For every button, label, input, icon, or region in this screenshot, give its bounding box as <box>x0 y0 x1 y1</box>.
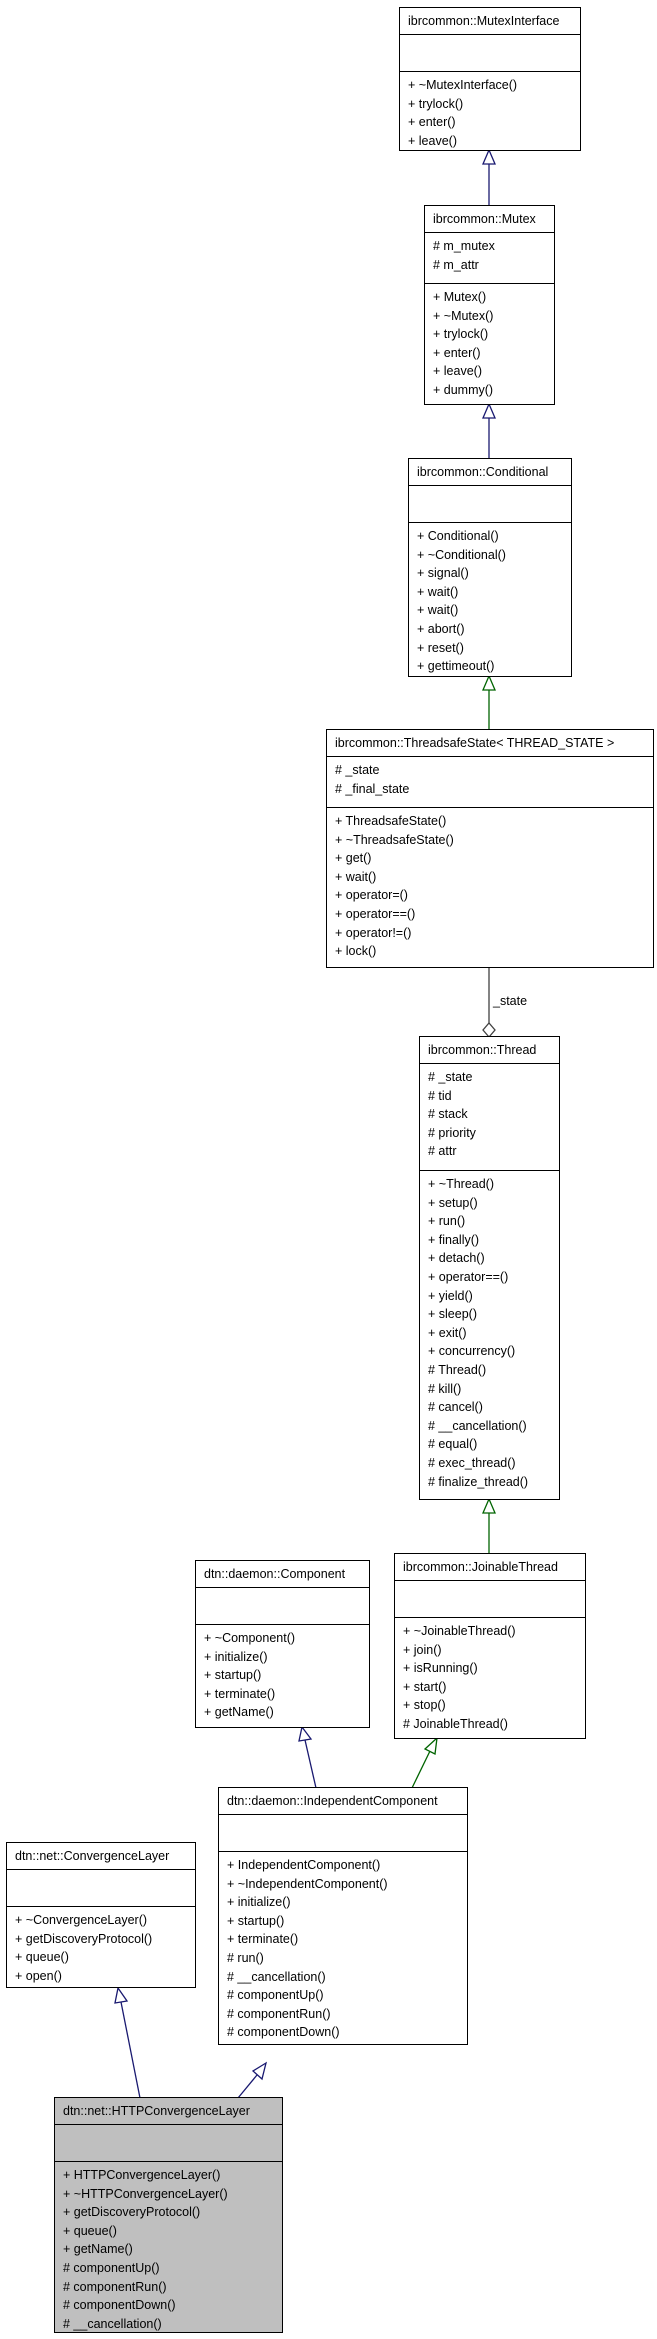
method-row: + startup() <box>227 1913 285 1928</box>
attributes-section <box>219 1815 467 1852</box>
class-independent-component[interactable] <box>218 1787 468 2045</box>
method-row: + run() <box>428 1214 466 1229</box>
class-joinable-thread[interactable] <box>394 1553 586 1739</box>
method-row: + start() <box>403 1679 447 1694</box>
method-row: + initialize() <box>227 1895 291 1910</box>
aggregation-diamond <box>483 1023 495 1037</box>
attributes-section <box>327 757 653 808</box>
method-row: + setup() <box>428 1195 478 1210</box>
method-row: + leave() <box>408 133 457 148</box>
arrowhead-component <box>299 1727 311 1741</box>
method-row: + ~ThreadsafeState() <box>335 832 454 847</box>
method-row: + wait() <box>417 603 459 618</box>
class-title: ibrcommon::MutexInterface <box>400 8 580 35</box>
method-row: + startup() <box>204 1668 262 1683</box>
method-row: # componentUp() <box>227 1988 324 2003</box>
attributes-section <box>409 486 571 523</box>
method-row: # equal() <box>428 1437 478 1452</box>
method-row: + reset() <box>417 640 464 655</box>
class-http-convergence-layer[interactable] <box>54 2097 283 2333</box>
methods-section <box>395 1618 585 1736</box>
method-row: + yield() <box>428 1288 473 1303</box>
method-row: + ~JoinableThread() <box>403 1624 516 1638</box>
method-row: # Thread() <box>428 1362 487 1377</box>
methods-section <box>327 808 653 963</box>
method-row: # componentDown() <box>63 2298 176 2313</box>
methods-section <box>219 1852 467 2044</box>
method-row: + wait() <box>335 869 377 884</box>
method-row: + queue() <box>63 2223 117 2238</box>
method-row: # __cancellation() <box>428 1418 527 1433</box>
method-row: + operator==() <box>428 1269 509 1284</box>
attribute-row: # stack <box>428 1107 468 1122</box>
method-row: # componentRun() <box>227 2006 331 2021</box>
method-row: + lock() <box>335 944 377 959</box>
method-row: # componentRun() <box>63 2279 167 2294</box>
method-row: + isRunning() <box>403 1661 478 1676</box>
method-row: + finally() <box>428 1232 480 1247</box>
method-row: + getName() <box>63 2242 133 2257</box>
method-row: # finalize_thread() <box>428 1474 529 1489</box>
method-row: + get() <box>335 851 372 866</box>
methods-section <box>196 1625 369 1724</box>
method-row: + dummy() <box>433 382 494 397</box>
class-title: dtn::net::HTTPConvergenceLayer <box>55 2098 282 2125</box>
class-title: ibrcommon::Mutex <box>425 206 554 233</box>
method-row: + join() <box>403 1642 442 1657</box>
attribute-row: # tid <box>428 1088 452 1103</box>
attribute-row: # priority <box>428 1125 476 1140</box>
method-row: # exec_thread() <box>428 1455 516 1470</box>
method-row: + sleep() <box>428 1307 477 1322</box>
method-row: + trylock() <box>408 96 464 111</box>
methods-section <box>425 284 554 402</box>
method-row: + wait() <box>417 584 459 599</box>
class-mutex[interactable] <box>424 205 555 405</box>
attributes-section <box>400 35 580 72</box>
class-component[interactable] <box>195 1560 370 1728</box>
state-edge-label: _state <box>493 994 528 1008</box>
method-row: + HTTPConvergenceLayer() <box>63 2168 221 2182</box>
method-row: + stop() <box>403 1698 446 1713</box>
class-mutex-interface[interactable] <box>399 7 581 151</box>
methods-section <box>409 523 571 678</box>
method-row: + IndependentComponent() <box>227 1858 381 1872</box>
method-row: # __cancellation() <box>63 2316 162 2331</box>
method-row: + trylock() <box>433 327 489 342</box>
attribute-row: # attr <box>428 1144 457 1159</box>
arrowhead-thread <box>483 1499 495 1513</box>
class-title: ibrcommon::JoinableThread <box>395 1554 585 1581</box>
method-row: + concurrency() <box>428 1344 516 1359</box>
method-row: + ~MutexInterface() <box>408 78 518 92</box>
method-row: + operator==() <box>335 906 416 921</box>
method-row: + terminate() <box>204 1686 276 1701</box>
method-row: + ThreadsafeState() <box>335 814 447 828</box>
edge-http-to-independentcomponent <box>238 2075 257 2098</box>
edge-independentcomponent-to-component <box>305 1740 316 1788</box>
method-row: + ~IndependentComponent() <box>227 1876 388 1891</box>
methods-section <box>55 2162 282 2335</box>
method-row: # __cancellation() <box>227 1969 326 1984</box>
method-row: + Conditional() <box>417 529 499 543</box>
method-row: # componentUp() <box>63 2260 160 2275</box>
attribute-row: # m_attr <box>433 257 479 272</box>
method-row: + queue() <box>15 1950 69 1965</box>
attributes-section <box>7 1870 195 1907</box>
method-row: + ~ConvergenceLayer() <box>15 1913 148 1927</box>
attributes-section <box>55 2125 282 2162</box>
method-row: + operator=() <box>335 888 408 903</box>
method-row: + signal() <box>417 566 469 581</box>
class-convergence-layer[interactable] <box>6 1842 196 1988</box>
method-row: + open() <box>15 1968 62 1983</box>
arrowhead-conditional <box>483 676 495 690</box>
methods-section <box>7 1907 195 1987</box>
attribute-row: # _state <box>428 1070 473 1084</box>
method-row: # run() <box>227 1950 264 1965</box>
method-row: + ~Mutex() <box>433 308 494 323</box>
method-row: + getName() <box>204 1705 274 1720</box>
class-title: ibrcommon::Thread <box>420 1037 559 1064</box>
method-row: + ~Thread() <box>428 1177 495 1191</box>
method-row: # kill() <box>428 1381 462 1396</box>
method-row: + initialize() <box>204 1649 268 1664</box>
method-row: + exit() <box>428 1325 467 1340</box>
class-threadsafe-state[interactable] <box>326 729 654 968</box>
edge-independentcomponent-to-joinablethread <box>412 1751 430 1788</box>
method-row: + leave() <box>433 364 482 379</box>
attributes-section <box>395 1581 585 1618</box>
method-row: + gettimeout() <box>417 659 495 674</box>
method-row: + getDiscoveryProtocol() <box>63 2205 201 2220</box>
arrowhead-mutex <box>483 404 495 418</box>
method-row: + abort() <box>417 621 465 636</box>
attributes-section <box>425 233 554 284</box>
methods-section <box>420 1171 559 1493</box>
method-row: + enter() <box>408 115 456 130</box>
method-row: + terminate() <box>227 1932 299 1947</box>
class-title: ibrcommon::Conditional <box>409 459 571 486</box>
edge-http-to-convergencelayer <box>121 2002 140 2098</box>
attribute-row: # _state <box>335 763 380 777</box>
method-row: # componentDown() <box>227 2025 340 2040</box>
method-row: # cancel() <box>428 1400 483 1415</box>
class-title: dtn::daemon::IndependentComponent <box>219 1788 467 1815</box>
class-conditional[interactable] <box>408 458 572 677</box>
method-row: + enter() <box>433 345 481 360</box>
arrowhead-joinablethread <box>425 1738 437 1754</box>
attribute-row: # m_mutex <box>433 239 495 253</box>
method-row: + getDiscoveryProtocol() <box>15 1931 153 1946</box>
arrowhead-convergencelayer <box>115 1988 127 2003</box>
methods-section <box>400 72 580 152</box>
method-row: + ~Conditional() <box>417 547 506 562</box>
class-title: dtn::daemon::Component <box>196 1561 369 1588</box>
method-row: + operator!=() <box>335 925 412 940</box>
method-row: + Mutex() <box>433 290 487 304</box>
attributes-section <box>196 1588 369 1625</box>
method-row: # JoinableThread() <box>403 1716 508 1731</box>
method-row: + ~HTTPConvergenceLayer() <box>63 2186 228 2201</box>
attributes-section <box>420 1064 559 1171</box>
method-row: + detach() <box>428 1251 485 1266</box>
class-title: dtn::net::ConvergenceLayer <box>7 1843 195 1870</box>
method-row: + ~Component() <box>204 1631 296 1645</box>
attribute-row: # _final_state <box>335 781 410 796</box>
class-title: ibrcommon::ThreadsafeState< THREAD_STATE > <box>327 730 653 757</box>
class-thread[interactable] <box>419 1036 560 1500</box>
